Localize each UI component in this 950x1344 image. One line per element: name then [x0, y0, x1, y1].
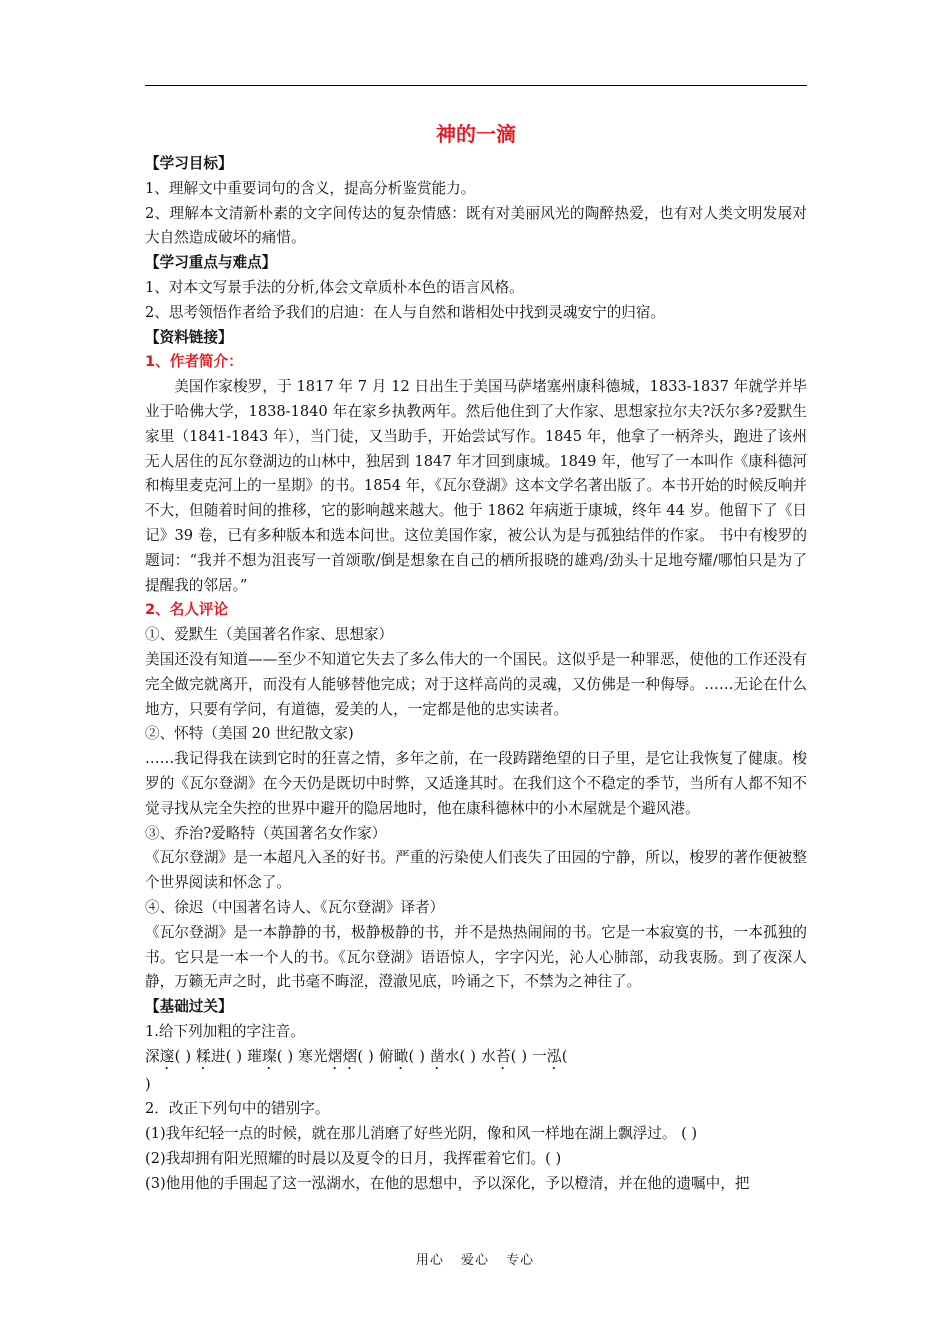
author-intro-text: 美国作家梭罗，于 1817 年 7 月 12 日出生于美国马萨堵塞州康科德城，1833-1837 年就学并毕业于哈佛大学，1838-1840 年在家乡执教两年。然后他住到了大作家、思想家拉尔夫?沃尔多?爱默生家里（1841-1843 年），当门徒，又当助手，开始尝试写作。1845 年，他拿了一柄斧头，跑进了该州无人居住的瓦尔登湖边的山林中，独居到 1847 年才回到康城。1849 年，他写了一本叫作《康科德河和梅里麦克河上的一星期》的书。1854 年，《瓦尔登湖》这本文学名著出版了。本书开始的时候反响并不大，但随着时间的推移，它的影响越来越大。他于 1862 年病逝于康城，终年 44 岁。他留下了《日记》39 卷，已有多种版本和选本问世。这位美国作家，被公认为是与孤独结伴的作家。 书中有梭罗的题词：“我并不想为沮丧写一首颂歌/倒是想象在自己的栖所报晓的雄鸡/劲头十足地夸耀/哪怕只是为了提醒我的邻居。” [145, 378, 808, 594]
word-list-tail: ) [145, 1075, 151, 1093]
comment-text-2: ……我记得我在读到它时的狂喜之情，多年之前，在一段踌躇绝望的日子里，是它让我恢复了健康。梭罗的《瓦尔登湖》在今天仍是既切中时弊，又适逢其时。在我们这个不稳定的季节，当所有人都不知不觉寻找从完全失控的世界中避开的隐居地时，他在康科德林中的小木屋就是个避风港。 [145, 750, 807, 817]
header-rule [145, 85, 807, 86]
question-2-item-1: (1)我年纪轻一点的时候，就在那儿消磨了好些光阴，像和风一样地在湖上飘浮过。 ( ) [145, 1125, 698, 1143]
word-item: 水苔( ) [481, 1047, 528, 1065]
question-2-item-3: (3)他用他的手围起了这一泓湖水，在他的思想中，予以深化，予以橙清，并在他的遗嘱中，把 [145, 1174, 750, 1192]
footer-text-1: 用心 [415, 1253, 444, 1268]
word-item: 凿水( ) [429, 1047, 477, 1065]
comment-author-2: ②、怀特（美国 20 世纪散文家) [145, 725, 354, 743]
focus-item-2: 2、思考领悟作者给予我们的启迪：在人与自然和谐相处中找到灵魂安宁的归宿。 [145, 303, 666, 321]
goal-item-2: 2、理解本文清新朴素的文字间传达的复杂情感：既有对美丽风光的陶醉热爱，也有对人类文明发展对大自然造成破坏的痛惜。 [145, 204, 807, 247]
page-footer [0, 1249, 950, 1268]
goal-item-1: 1、理解文中重要词句的含义，提高分析鉴赏能力。 [145, 179, 476, 197]
comment-text-1: 美国还没有知道——至少不知道它失去了多么伟大的一个国民。这似乎是一种罪恶，使他的工作还没有完全做完就离开，而没有人能够替他完成；对于这样高尚的灵魂，又仿佛是一种侮辱。……无论在什么地方，只要有学问，有道德，爱美的人，一定都是他的忠实读者。 [145, 650, 807, 718]
pinyin-word-list [145, 1045, 807, 1073]
section-heading-goals: 【学习目标】 [145, 155, 233, 172]
comments-heading: 2、名人评论 [145, 601, 229, 619]
comment-author-1: ①、爱默生（美国著名作家、思想家） [145, 626, 394, 644]
focus-item-1: 1、对本文写景手法的分析,体会文章质朴本色的语言风格。 [145, 278, 524, 296]
footer-text-2: 爱心 [460, 1253, 489, 1268]
document-page [145, 120, 807, 1197]
question-2: 2．改正下列句中的错别字。 [145, 1100, 330, 1118]
word-item: 深邃( ) [145, 1047, 192, 1065]
word-item: 寒光熠熠( ) [298, 1047, 375, 1065]
section-heading-basics: 【基础过关】 [145, 998, 233, 1016]
word-item: 俯瞰( ) [378, 1047, 426, 1065]
word-item: 糅进( ) [196, 1047, 243, 1065]
comment-text-3: 《瓦尔登湖》是一本超凡入圣的好书。严重的污染使人们丧失了田园的宁静，所以，梭罗的著作便被整个世界阅读和怀念了。 [145, 849, 807, 892]
footer-text-3: 专心 [506, 1253, 535, 1268]
comment-author-3: ③、乔治?爱略特（英国著名女作家） [145, 824, 387, 842]
question-2-item-2: (2)我却拥有阳光照耀的时晨以及夏令的日月，我挥霍着它们。( ) [145, 1150, 562, 1168]
section-heading-links: 【资料链接】 [145, 328, 233, 346]
question-1: 1.给下列加粗的字注音。 [145, 1022, 305, 1040]
word-item: 一泓( [532, 1047, 568, 1065]
comment-text-4: 《瓦尔登湖》是一本静静的书，极静极静的书，并不是热热闹闹的书。它是一本寂寞的书，一本孤独的书。它只是一本一个人的书。《瓦尔登湖》语语惊人，字字闪光，沁人心肺部，动我衷肠。到了夜深人静，万籁无声之时，此书毫不晦涩，澄澈见底，吟诵之下，不禁为之神往了。 [145, 923, 807, 991]
section-heading-focus: 【学习重点与难点】 [145, 254, 277, 272]
comment-author-4: ④、徐迟（中国著名诗人、《瓦尔登湖》译者） [145, 898, 445, 916]
author-intro-heading: 1、作者简介： [145, 353, 243, 371]
word-item: 璀璨( ) [247, 1047, 294, 1065]
page-title: 神的一滴 [436, 122, 516, 146]
